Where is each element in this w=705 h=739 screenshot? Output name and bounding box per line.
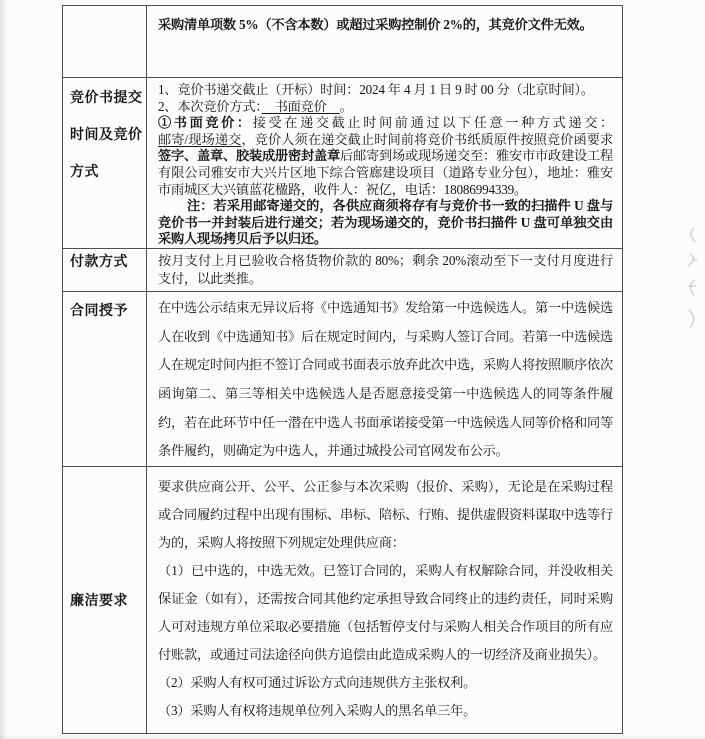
paragraph (158, 115, 613, 198)
text-run: 要求供应商公开、公平、公正参与本次采购（报价、采购），无论是在采购过程或合同履约过程中出现有围标、串标、陪标、行贿、提供虚假资料谋取中选等行为的，采购人将按照下列规定处理供应商： (158, 479, 613, 551)
text-run: 接受在递交截止时间前通过以下任意一种方式递交： (252, 115, 613, 131)
text-run: 后邮寄到场或现场递交至：雅安市市政建设工程有限公司雅安市大兴片区地下综合管廊建设项目（道路专业分包），地址：雅安市雨城区大兴镇蓝花楹路，收件人：祝亿，电话：18086994339。 (158, 148, 613, 197)
row-header-bid-submission: 竞价书提交时间及竞价方式 (63, 78, 147, 249)
table-row-bid-submission (63, 78, 623, 249)
paragraph (158, 697, 613, 725)
row-header-empty (63, 6, 147, 78)
row-header-integrity-requirements: 廉洁要求 (63, 467, 147, 734)
scan-edge-shadow-bottom (0, 734, 705, 739)
row-content-integrity-requirements (147, 467, 623, 734)
text-run: 采购清单项数 5%（不含本数）或超过采购控制价 2%的，其竞价文件无效。 (158, 17, 593, 32)
text-run: （1）已中选的，中选无效。已签订合同的，采购人有权解除合同，并没收相关保证金（如有），还需按合同其他约定承担导致合同终止的违约责任，同时采购人可对违规方单位采取必要措施（包括暂停支付与采购人相关合作项目的所有应付账款，或通过司法途径向供方追偿由此造成采购人的一切经济及商业损失）。 (158, 563, 613, 663)
row-header-contract-award: 合同授予 (63, 291, 147, 466)
text-run: 1、竞价书递交截止（开标）时间：2024 年 4 月 1 日 9 时 00 分（北京时间）。 (158, 82, 594, 97)
paragraph (158, 15, 613, 34)
text-run: 注：若采用邮寄递交的，各供应商须将存有与竞价书一致的扫描件 U 盘与竞价书一并封装后进行递交；若为现场递交的，竞价书扫描件 U 盘可单独交由采购人现场拷贝后予以归还。 (158, 198, 613, 247)
text-run: 书面竞价 (261, 98, 340, 114)
text-run: 签字、盖章、胶装成册密封盖章 (158, 148, 340, 164)
text-run: （2）采购人有权可通过诉讼方式向违规供方主张权利。 (158, 675, 477, 691)
text-run: 在中选公示结束无异议后将《中选通知书》发给第一中选候选人。第一中选候选人在收到《中选通知书》后在规定时间内，与采购人签订合同。若第一中选候选人在规定时间内拒不签订合同或书面表示放弃此次中选，采购人将按照顺序依次函询第二、第三等相关中选候选人是否愿意接受第一中选候选人的同等条件履约，若在此环节中任一潜在中选人书面承诺接受第一中选候选人同等价格和同等条件履约，则确定为中选人，并通过城投公司官网发布公示。 (158, 299, 613, 459)
row-content-carryover (147, 6, 623, 78)
paragraph (158, 198, 613, 248)
table-row-carryover (63, 6, 623, 78)
row-content-bid-submission (147, 78, 623, 249)
paragraph (158, 294, 613, 466)
text-run: ①书面竞价： (158, 115, 253, 131)
procurement-terms-table (62, 5, 623, 734)
text-run: 邮寄/现场递交 (158, 131, 242, 147)
text-run: 按月支付上月已验收合格货物价款的 80%；剩余 20%滚动至下一支付月度进行支付，以此类推。 (158, 252, 613, 287)
text-run: ，竞价人须在递交截止时间前将竞价书纸质原件按照竞价函要求 (241, 131, 613, 147)
text-run: 。 (339, 98, 353, 114)
text-run: 2、本次竞价方式： (158, 98, 262, 114)
paragraph (158, 252, 613, 289)
table-row-payment-method (63, 248, 623, 291)
scan-edge-shadow-left (0, 0, 7, 739)
paragraph (158, 473, 613, 557)
paragraph (158, 82, 613, 99)
text-run: （3）采购人有权将违规单位列入采购人的黑名单三年。 (158, 703, 477, 719)
paragraph (158, 669, 613, 697)
table-row-contract-award (63, 291, 623, 466)
scan-artifact (681, 224, 701, 346)
row-header-payment-method: 付款方式 (63, 248, 147, 291)
table-row-integrity-requirements (63, 467, 623, 734)
paragraph (158, 99, 613, 116)
row-content-payment-method (147, 248, 623, 291)
row-content-contract-award (147, 291, 623, 466)
paragraph (158, 557, 613, 669)
